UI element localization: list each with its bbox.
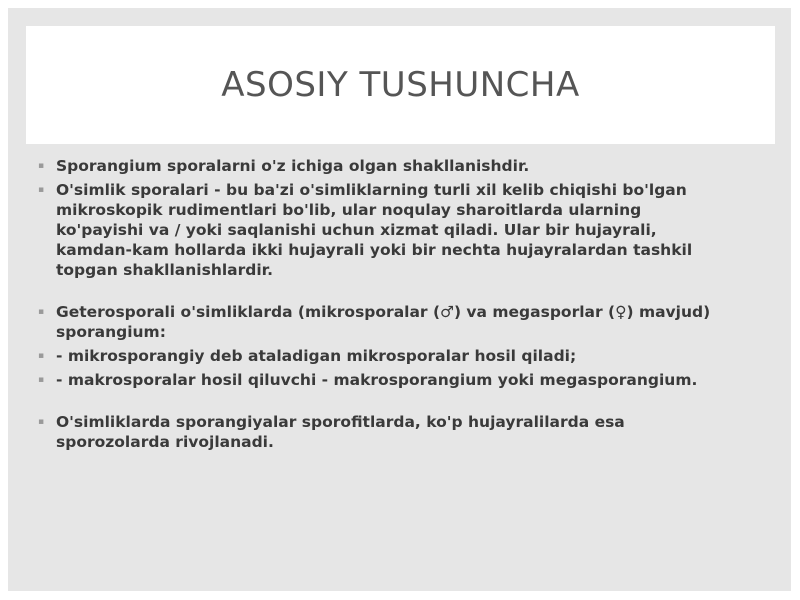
bullet-icon: ▪ xyxy=(38,307,45,317)
bullet-icon: ▪ xyxy=(38,417,45,427)
bullet-item xyxy=(32,156,732,176)
bullet-icon: ▪ xyxy=(38,185,45,195)
bullet-item xyxy=(32,302,732,342)
bullet-icon: ▪ xyxy=(38,351,45,361)
bullet-item xyxy=(32,370,732,390)
bullet-item xyxy=(32,180,732,280)
bullet-icon: ▪ xyxy=(38,375,45,385)
bullet-text: Geterosporali o'simliklarda (mikrosporalar (♂) va megasporlar (♀) mavjud) sporangium: xyxy=(56,303,711,341)
bullet-item xyxy=(32,412,732,452)
bullet-text: Sporangium sporalarni o'z ichiga olgan shakllanishdir. xyxy=(56,157,530,175)
title-box xyxy=(26,26,775,144)
bullet-text: O'simlik sporalari - bu ba'zi o'simliklarning turli xil kelib chiqishi bo'lgan mikroskopik rudimentlari bo'lib, ular noqulay sharoitlarda ularning ko'payishi va / yoki saqlanishi uchun xizmat qiladi. Ular bir hujayrali, kamdan-kam hollarda ikki hujayrali yoki bir nechta hujayralardan tashkil topgan shakllanishlardir. xyxy=(56,181,693,279)
bullet-item xyxy=(32,346,732,366)
slide xyxy=(8,8,791,591)
bullet-text: - mikrosporangiy deb ataladigan mikrosporalar hosil qiladi; xyxy=(56,347,577,365)
bullet-text: O'simliklarda sporangiyalar sporofitlarda, ko'p hujayralilarda esa sporozolarda rivojlanadi. xyxy=(56,413,625,451)
bullet-text: - makrosporalar hosil qiluvchi - makrosporangium yoki megasporangium. xyxy=(56,371,698,389)
bullet-icon: ▪ xyxy=(38,161,45,171)
slide-content xyxy=(32,156,732,456)
slide-title: ASOSIY TUSHUNCHA xyxy=(221,65,580,105)
